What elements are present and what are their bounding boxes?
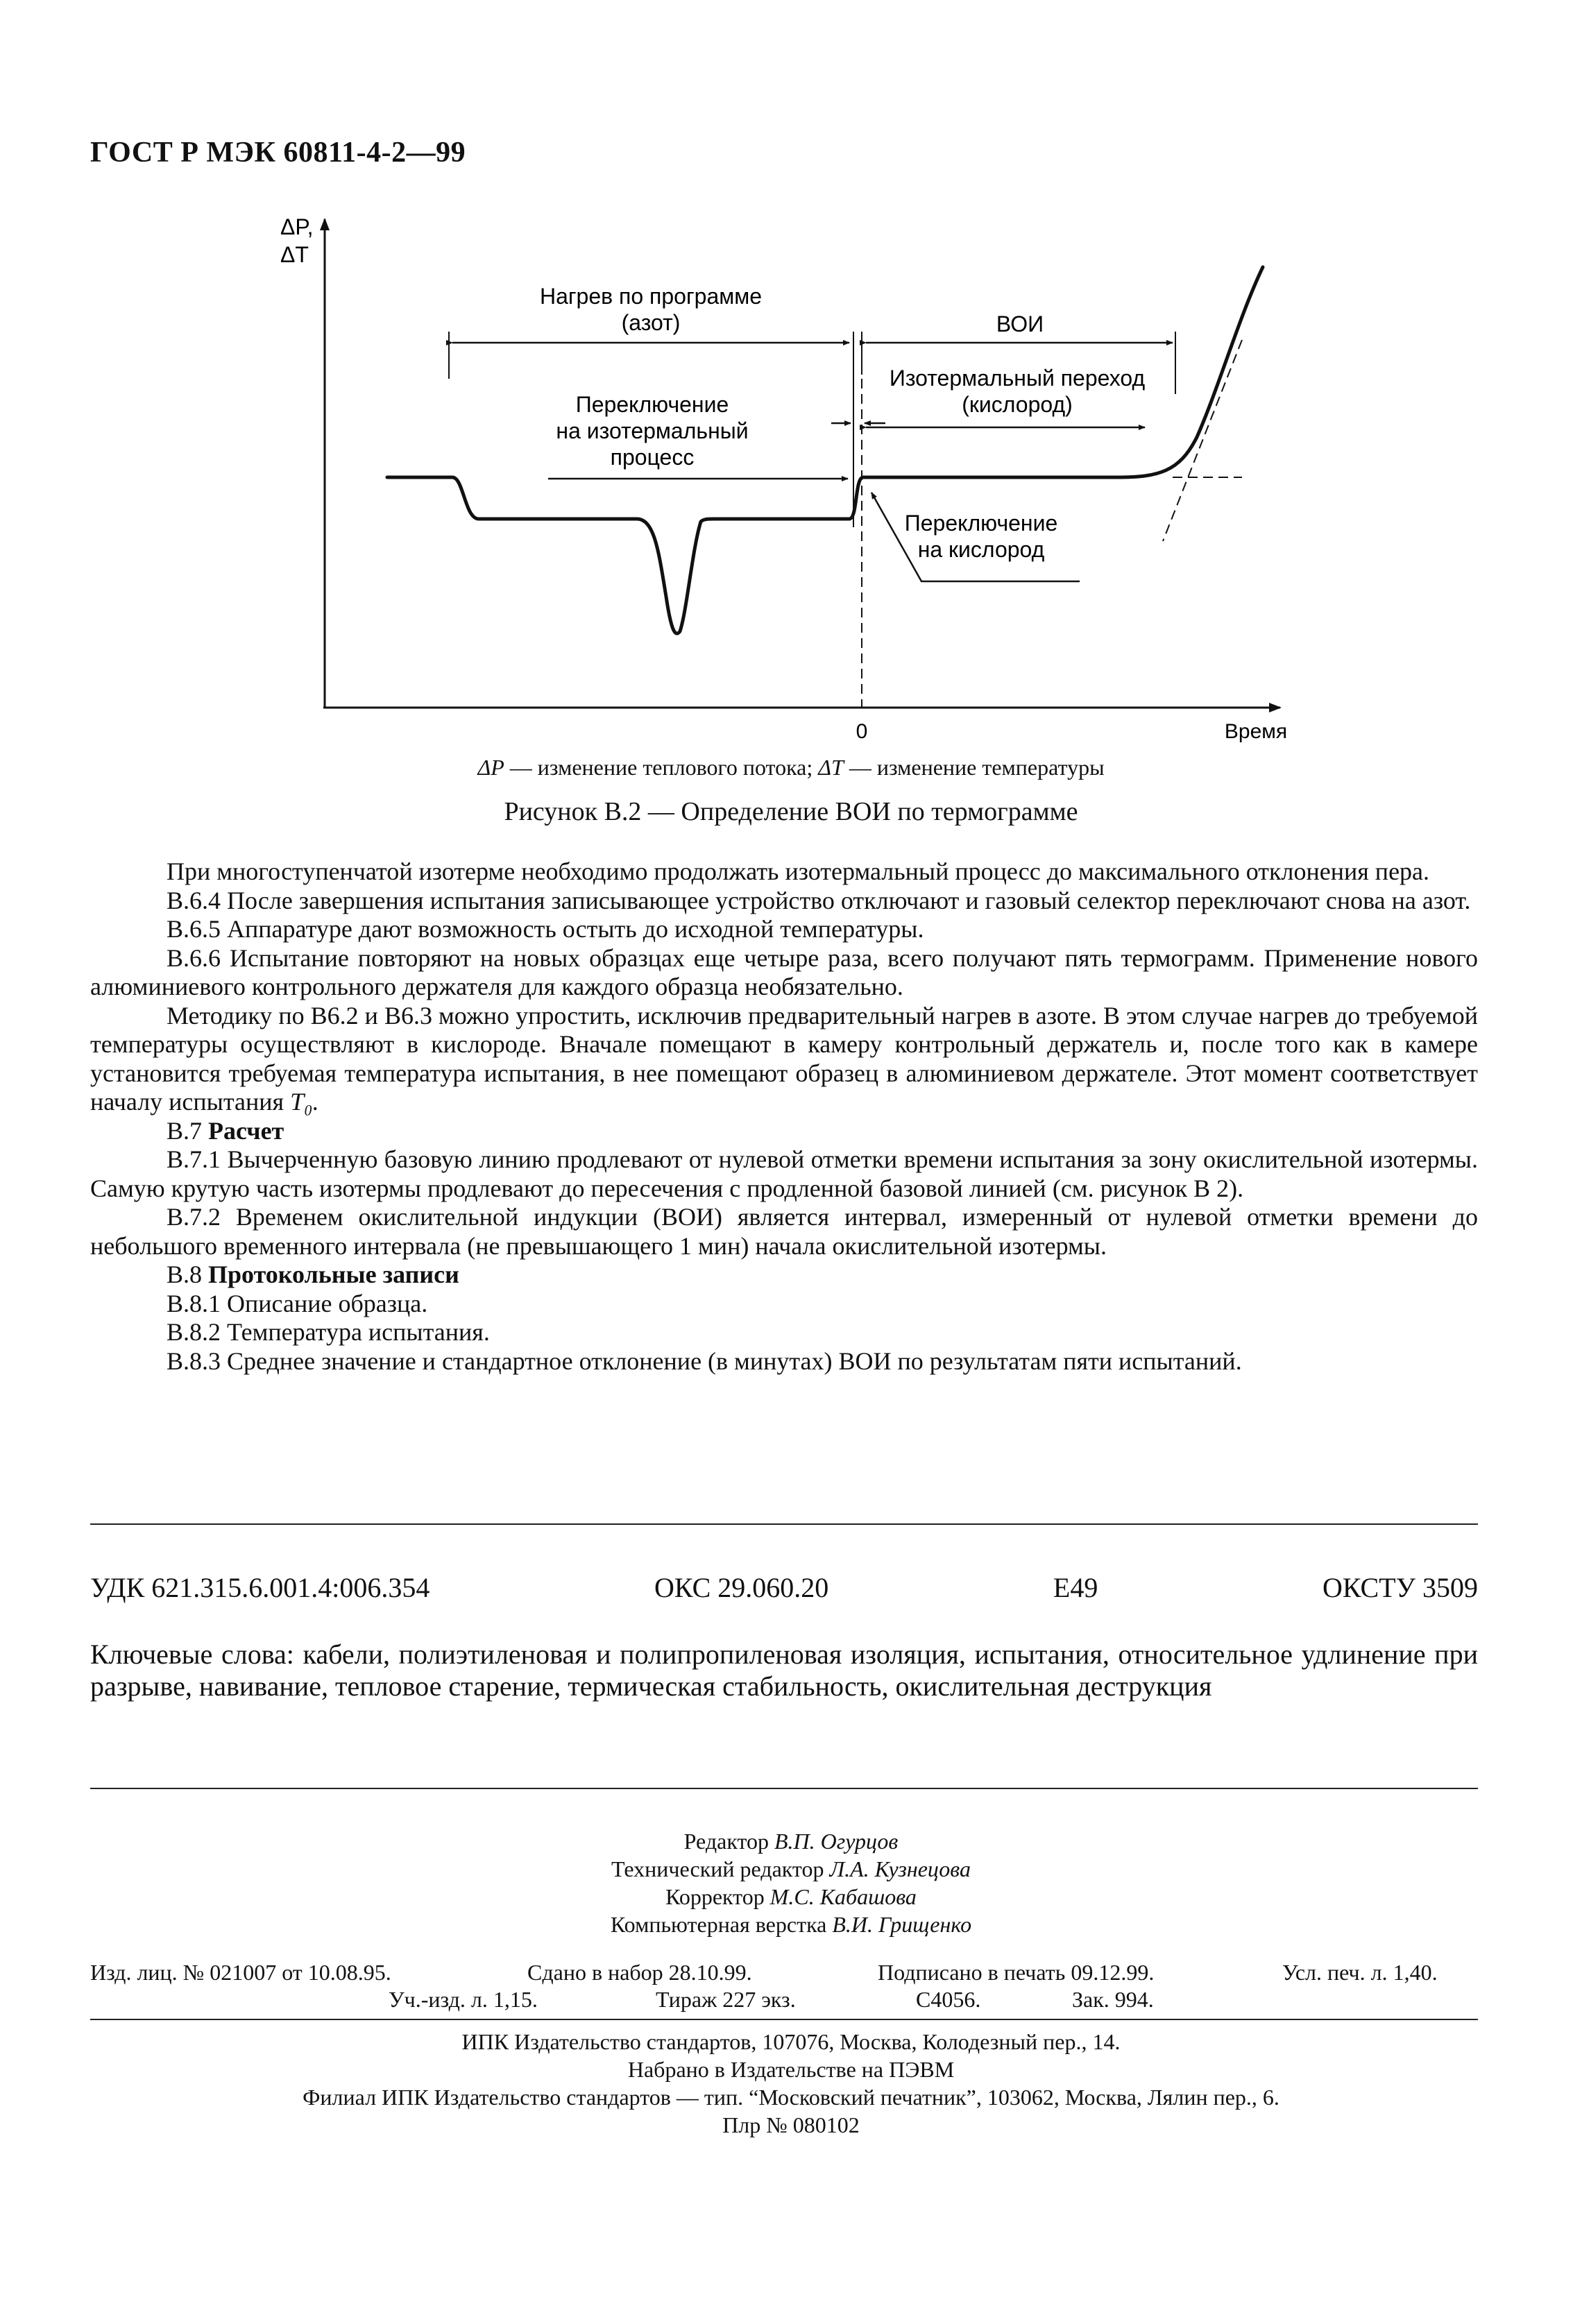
credit-name: М.С. Кабашова [769,1884,917,1909]
switch-iso-line2: на изотермальный [556,418,749,443]
section-number: В.8 [167,1261,209,1288]
legend-dt-text: — изменение температуры [843,755,1105,780]
switch-iso-line1: Переключение [575,392,729,417]
x-axis-label: Время [1224,720,1288,743]
code-info: С4056. [916,1987,981,2012]
legend-dt-symbol: ΔT [818,755,844,780]
imprint-line: Филиал ИПК Издательство стандартов — тип. “Московский печатник”, 103062, Москва, Лялин пер., 6. [303,2085,1279,2110]
thermogram-curve [387,267,1263,633]
paragraph: При многоступенчатой изотерме необходимо продолжать изотермальный процесс до максимального отклонения пера. [167,857,1430,885]
imprint-line: Плр № 080102 [722,2112,860,2137]
classification-codes [90,1571,1478,1604]
legend-dp-text: — изменение теплового потока; [504,755,819,780]
switch-oxygen-line1: Переключение [904,511,1058,536]
switch-oxygen-line2: на кислород [917,537,1045,562]
credit-role: Технический редактор [611,1856,830,1881]
credit-name: В.И. Грищенко [832,1912,972,1937]
divider [90,1788,1478,1789]
credit-role: Редактор [683,1829,774,1854]
paragraph: В.8.3 Среднее значение и стандартное отклонение (в минутах) ВОИ по результатам пяти испытаний. [167,1347,1242,1375]
credit-corrector [0,1883,1582,1911]
paragraph: В.8.2 Температура испытания. [167,1318,490,1346]
heating-label-line2: (азот) [621,310,681,335]
section-title: Расчет [208,1116,284,1145]
imprint-line: ИПК Издательство стандартов, 107076, Москва, Колодезный пер., 14. [461,2029,1121,2054]
signed-info: Подписано в печать 09.12.99. [878,1960,1155,1985]
pub-sheets-info: Уч.-изд. л. 1,15. [389,1987,538,2012]
section-heading [90,1261,1478,1290]
paragraph: В.8.1 Описание образца. [167,1289,428,1317]
udk-code: УДК 621.315.6.001.4:006.354 [90,1572,430,1603]
thermogram-figure [0,0,1582,763]
credit-editor [0,1827,1582,1855]
credit-name: В.П. Огурцов [774,1829,899,1854]
figure-caption: Рисунок В.2 — Определение ВОИ по термограмме [504,797,1078,826]
credit-role: Корректор [665,1884,770,1909]
paragraph: В.6.5 Аппаратуре дают возможность остыть до исходной температуры. [167,915,924,943]
credits [0,1827,1582,1938]
legend-dp-symbol: ΔP [477,755,504,780]
sheets-info: Усл. печ. л. 1,40. [1282,1960,1438,1985]
credit-role: Компьютерная верстка [610,1912,833,1937]
y-axis-label-dt: ΔT [280,242,309,267]
submitted-info: Сдано в набор 28.10.99. [527,1960,752,1985]
imprint [0,2028,1582,2139]
paragraph: В.6.4 После завершения испытания записывающее устройство отключают и газовый селектор переключают снова на азот. [167,886,1471,914]
keywords: Ключевые слова: кабели, полиэтиленовая и полипропиленовая изоляция, испытания, относительное удлинение при разрыве, навивание, тепловое старение, термическая стабильность, окислительная деструкция [90,1639,1478,1702]
y-axis-label-dp: ΔP, [280,214,314,239]
switch-iso-line3: процесс [610,445,695,470]
imprint-line: Набрано в Издательстве на ПЭВМ [627,2057,955,2082]
iso-transition-line2: (кислород) [962,392,1073,417]
paragraph [90,1002,1478,1117]
okstu-code: ОКСТУ 3509 [1322,1572,1478,1603]
body-text [90,857,1478,1376]
credit-tech-editor [0,1855,1582,1883]
section-title: Протокольные записи [208,1261,459,1288]
paragraph: В.6.6 Испытание повторяют на новых образцах еще четыре раза, всего получают пять термограмм. Применение нового алюминиевого контрольного держателя для каждого образца необязательно. [90,943,1478,1000]
e-code: Е49 [1053,1572,1098,1603]
paragraph-text: Методику по В6.2 и В6.3 можно упростить, исключив предварительный нагрев в азоте. В этом случае нагрев до требуемой температуры осуществляют в кислороде. Вначале помещают в камеру контрольный держатель и, после того как в камере установится требуемая температура испытания, в нее помещают образец в алюминиевом держателе. Этот момент соответствует началу испытания [90,1001,1478,1116]
credit-layout [0,1911,1582,1938]
figure-legend [0,755,1582,780]
document-header: ГОСТ Р МЭК 60811-4-2—99 [90,137,466,169]
origin-label: 0 [856,720,868,743]
oks-code: ОКС 29.060.20 [654,1572,829,1603]
voi-label: ВОИ [996,311,1044,336]
divider [90,2019,1478,2020]
print-run-info: Тираж 227 экз. [656,1987,796,2012]
t0-symbol: T₀. [290,1088,319,1116]
paragraph: В.7.1 Вычерченную базовую линию продлевают от нулевой отметки времени испытания за зону окислительной изотермы. Самую крутую часть изотермы продлевают до пересечения с продленной базовой линией (см. рисунок В 2). [90,1145,1478,1202]
section-number: В.7 [167,1116,209,1145]
iso-transition-line1: Изотермальный переход [889,366,1146,391]
license-info: Изд. лиц. № 021007 от 10.08.95. [90,1960,391,1985]
credit-name: Л.А. Кузнецова [829,1856,971,1881]
paragraph: В.7.2 Временем окислительной индукции (ВОИ) является интервал, измеренный от нулевой отметки времени до небольшого временного интервала (не превышающего 1 мин) начала окислительной изотермы. [90,1203,1478,1260]
heating-label-line1: Нагрев по программе [539,284,763,309]
section-heading [90,1117,1478,1146]
divider [90,1523,1478,1525]
order-info: Зак. 994. [1072,1987,1154,2012]
